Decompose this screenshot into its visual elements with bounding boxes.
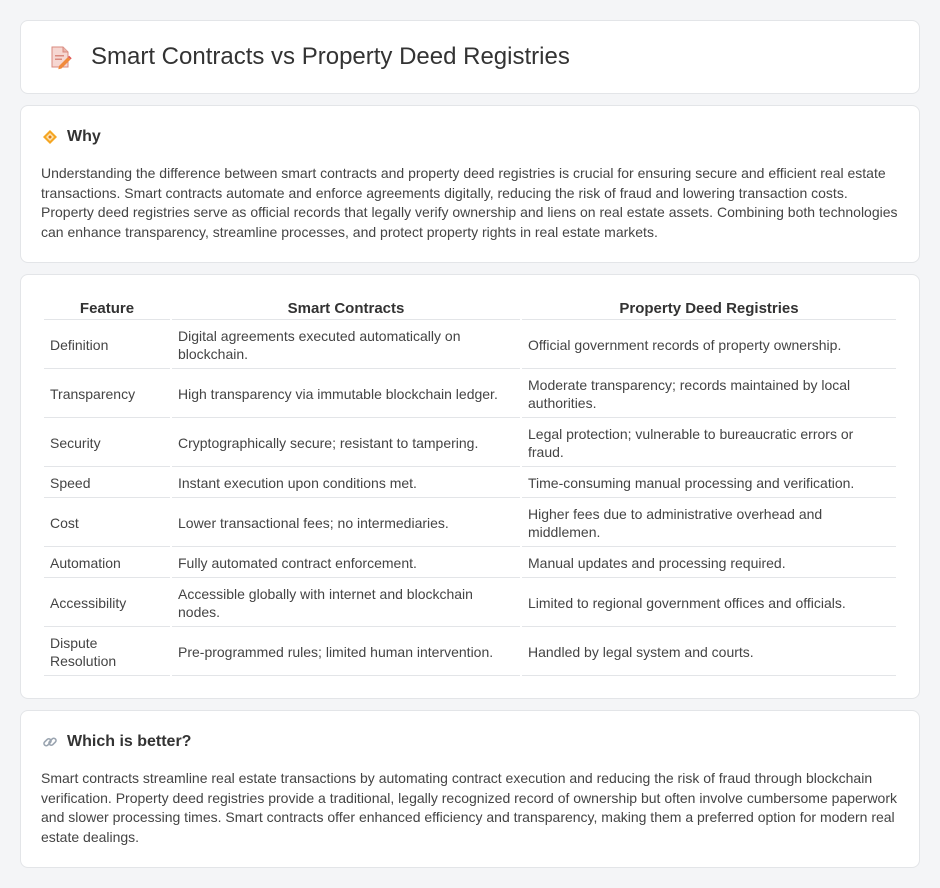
feature-cell: Speed [44,469,170,498]
property-deed-cell: Moderate transparency; records maintained by local authorities. [522,371,896,418]
column-header-feature: Feature [44,296,170,320]
property-deed-cell: Manual updates and processing required. [522,549,896,578]
smart-contracts-cell: Accessible globally with internet and blockchain nodes. [172,580,520,627]
why-heading: Why [67,128,101,145]
table-row [44,580,896,627]
which-is-better-text: Smart contracts streamline real estate transactions by automating contract execution and reducing the risk of fraud through blockchain verification. Property deed registries provide a traditional, legally recognized record of ownership but often involve cumbersome paperwork and slower processing times. Smart contracts offer enhanced efficiency and transparency, making them a preferred option for modern real estate dealings. [41,770,897,845]
property-deed-cell: Official government records of property ownership. [522,322,896,369]
comparison-card [20,274,920,699]
feature-cell: Cost [44,500,170,547]
table-header-row [44,296,896,320]
table-row [44,420,896,467]
feature-cell: Automation [44,549,170,578]
property-deed-cell: Handled by legal system and courts. [522,629,896,676]
property-deed-cell: Higher fees due to administrative overhead and middlemen. [522,500,896,547]
table-row [44,500,896,547]
which-is-better-section [20,710,920,868]
column-header-property-deed-registries: Property Deed Registries [522,296,896,320]
smart-contracts-cell: Digital agreements executed automatically on blockchain. [172,322,520,369]
smart-contracts-cell: Cryptographically secure; resistant to tampering. [172,420,520,467]
smart-contracts-cell: High transparency via immutable blockchain ledger. [172,371,520,418]
page-title: Smart Contracts vs Property Deed Registries [91,43,570,70]
title-card [20,20,920,94]
feature-cell: Accessibility [44,580,170,627]
feature-cell: Definition [44,322,170,369]
smart-contracts-cell: Instant execution upon conditions met. [172,469,520,498]
property-deed-cell: Limited to regional government offices and officials. [522,580,896,627]
diamond-icon [41,128,59,146]
property-deed-cell: Time-consuming manual processing and verification. [522,469,896,498]
comparison-table [42,294,898,678]
document-pencil-icon [45,42,75,72]
link-icon [41,733,59,751]
table-row [44,549,896,578]
table-row [44,629,896,676]
why-text: Understanding the difference between smart contracts and property deed registries is crucial for ensuring secure and efficient real estate transactions. Smart contracts automate and enforce agreements digitally, reducing the risk of fraud and lowering transaction costs. Property deed registries serve as official records that legally verify ownership and liens on real estate assets. Combining both technologies can enhance transparency, streamline processes, and protect property rights in real estate markets. [41,165,898,240]
feature-cell: Dispute Resolution [44,629,170,676]
smart-contracts-cell: Fully automated contract enforcement. [172,549,520,578]
smart-contracts-cell: Lower transactional fees; no intermediaries. [172,500,520,547]
which-is-better-heading: Which is better? [67,733,192,750]
table-row [44,322,896,369]
why-section [20,105,920,263]
table-row [44,371,896,418]
feature-cell: Security [44,420,170,467]
smart-contracts-cell: Pre-programmed rules; limited human intervention. [172,629,520,676]
feature-cell: Transparency [44,371,170,418]
column-header-smart-contracts: Smart Contracts [172,296,520,320]
property-deed-cell: Legal protection; vulnerable to bureaucratic errors or fraud. [522,420,896,467]
table-row [44,469,896,498]
